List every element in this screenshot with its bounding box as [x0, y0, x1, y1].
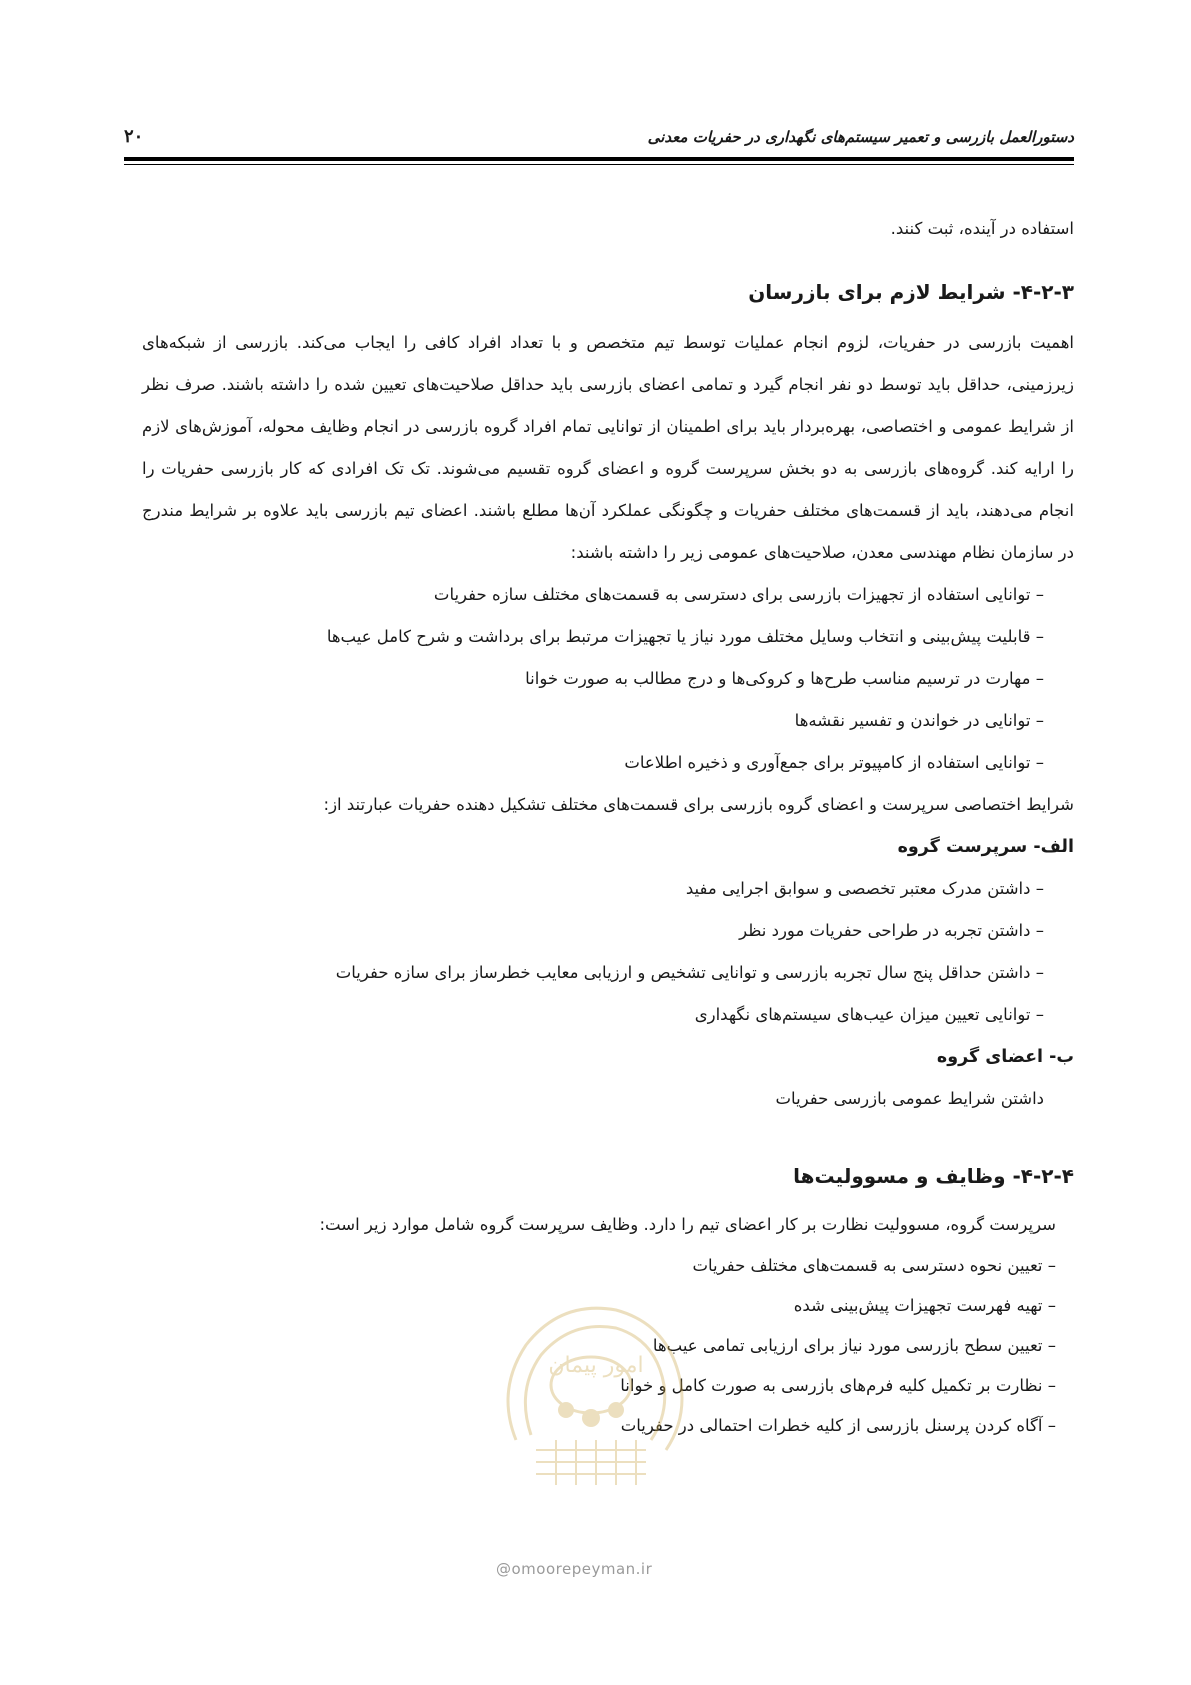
list-item: – آگاه کردن پرسنل بازرسی از کلیه خطرات احتمالی در حفریات [620, 1416, 1056, 1435]
svg-text:امور پیمان: امور پیمان [548, 1353, 644, 1378]
list-item: – داشتن مدرک معتبر تخصصی و سوابق اجرایی مفید [685, 879, 1044, 898]
intro-line: استفاده در آینده، ثبت کنند. [890, 219, 1074, 238]
running-header [124, 128, 1074, 158]
section-heading-duties: ۴-۲-۴- وظایف و مسوولیت‌ها [793, 1164, 1074, 1188]
list-item: – تعیین نحوه دسترسی به قسمت‌های مختلف حفریات [692, 1256, 1056, 1275]
list-item: – داشتن حداقل پنج سال تجربه بازرسی و توانایی تشخیص و ارزیابی معایب خطرساز برای سازه حفریات [335, 963, 1044, 982]
list-item: – نظارت بر تکمیل کلیه فرم‌های بازرسی به صورت کامل و خوانا [620, 1376, 1056, 1395]
list-item: – توانایی استفاده از کامپیوتر برای جمع‌آوری و ذخیره اطلاعات [624, 753, 1044, 772]
members-subheading: ب- اعضای گروه [936, 1047, 1074, 1067]
section-heading-inspector-conditions: ۴-۲-۳- شرایط لازم برای بازرسان [748, 280, 1074, 304]
watermark-site: @omoorepeyman.ir [496, 1560, 653, 1578]
list-item: – داشتن تجربه در طراحی حفریات مورد نظر [739, 921, 1044, 940]
page-number: ۲۰ [124, 126, 144, 147]
list-item: – قابلیت پیش‌بینی و انتخاب وسایل مختلف مورد نیاز یا تجهیزات مرتبط برای برداشت و شرح کامل عیب‌ها [326, 627, 1044, 646]
header-rule-thick [124, 157, 1074, 161]
list-item: – تهیه فهرست تجهیزات پیش‌بینی شده [793, 1296, 1056, 1315]
supervisor-subheading: الف- سرپرست گروه [897, 837, 1074, 857]
supervisor-list [142, 868, 1074, 1036]
header-title: دستورالعمل بازرسی و تعمیر سیستم‌های نگهداری در حفریات معدنی [647, 128, 1074, 146]
watermark-seal-logo [486, 1290, 696, 1490]
body-paragraph: اهمیت بازرسی در حفریات، لزوم انجام عملیات توسط تیم متخصص و با تعداد افراد کافی را ایجاب می‌کند. بازرسی از شبکه‌های زیرزمینی، حداقل باید توسط دو نفر انجام گیرد و تمامی اعضای بازرسی باید حداقل صلاحیت‌های تعیین شده را داشته باشند. صرف نظر از شرایط عمومی و اختصاصی، بهره‌بردار باید برای اطمینان از توانایی تمام افراد گروه بازرسی در انجام وظایف محوله، آموزش‌های لازم را ارایه کند. گروه‌های بازرسی به دو بخش سرپرست گروه و اعضای گروه تقسیم می‌شوند. تک تک افرادی که کار بازرسی حفریات را انجام می‌دهند، باید از قسمت‌های مختلف حفریات و چگونگی عملکرد آن‌ها مطلع باشند. اعضای تیم بازرسی باید علاوه بر شرایط مندرج در سازمان نظام مهندسی معدن، صلاحیت‌های عمومی زیر را داشته باشند: [142, 333, 1074, 562]
duties-intro: سرپرست گروه، مسوولیت نظارت بر کار اعضای تیم را دارد. وظایف سرپرست گروه شامل موارد زیر است: [319, 1215, 1056, 1234]
members-text: داشتن شرایط عمومی بازرسی حفریات [775, 1089, 1044, 1108]
special-conditions-intro: شرایط اختصاصی سرپرست و اعضای گروه بازرسی برای قسمت‌های مختلف تشکیل دهنده حفریات عبارتند از: [323, 795, 1074, 814]
header-rule-thin [124, 164, 1074, 165]
list-item: – توانایی در خواندن و تفسیر نقشه‌ها [794, 711, 1044, 730]
list-item: – تعیین سطح بازرسی مورد نیاز برای ارزیابی تمامی عیب‌ها [652, 1336, 1056, 1355]
body-content [142, 208, 1074, 1446]
list-item: – توانایی تعیین میزان عیب‌های سیستم‌های نگهداری [694, 1005, 1044, 1024]
list-item: – توانایی استفاده از تجهیزات بازرسی برای دسترسی به قسمت‌های مختلف سازه حفریات [433, 585, 1044, 604]
list-item: – مهارت در ترسیم مناسب طرح‌ها و کروکی‌ها و درج مطالب به صورت خوانا [525, 669, 1044, 688]
general-qualifications-list [142, 574, 1074, 784]
